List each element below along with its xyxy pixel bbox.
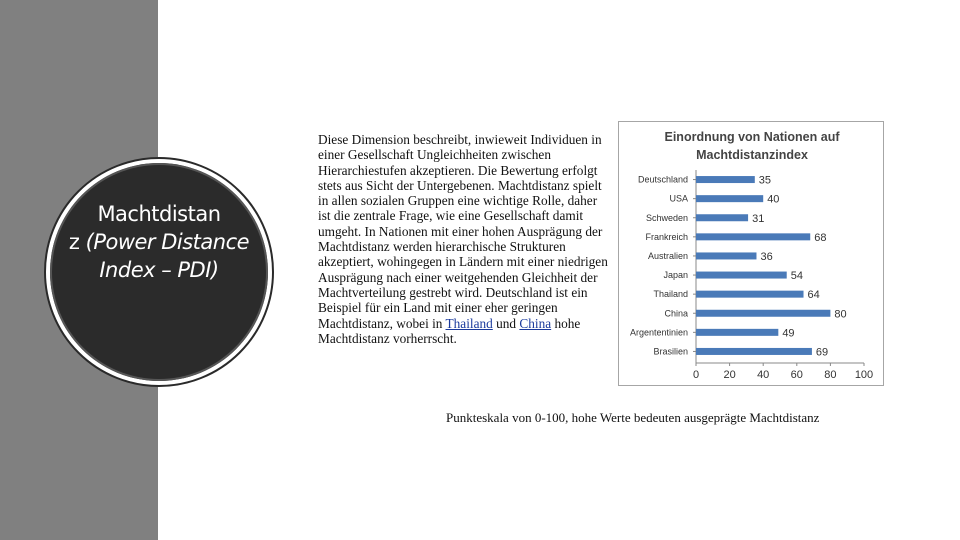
description-text — [318, 132, 608, 346]
category-label-schweden: Schweden — [645, 212, 688, 223]
bar-japan — [696, 272, 787, 279]
category-label-china: China — [664, 308, 688, 319]
data-label-schweden: 31 — [752, 212, 765, 225]
x-tick-label-20: 20 — [723, 369, 736, 381]
bar-frankreich — [696, 233, 810, 240]
description-main: Diese Dimension beschreibt, inwieweit Individuen in einer Gesellschaft Ungleichheiten zwischen Hierarchiestufen akzeptieren. Die Bewertung erfolgt stets aus Sicht der Untergebenen. Machtdistanz spielt in allen sozialen Gruppen eine wichtige Rolle, daher ist die zentrale Frage, wie eine Gesellschaft damit umgeht. In Nationen mit einer hohen Ausprägung der Machtdistanz werden hierarchische Strukturen akzeptiert, wohingegen in Ländern mit einer niedrigen Ausprägung nach einer weitgehenden Gleichheit der Machtverteilung gestrebt wird. Deutschland ist ein Beispiel für ein Land mit einer eher geringen Machtdistanz, wobei in — [318, 132, 608, 331]
chart-caption: Punkteskala von 0-100, hohe Werte bedeuten ausgeprägte Machtdistanz — [446, 410, 820, 425]
chart-title-line1: Einordnung von Nationen auf — [664, 130, 840, 144]
slide-title-part2: z — [68, 230, 86, 254]
chart-plot-area — [630, 170, 873, 381]
bar-brasilien — [696, 348, 812, 355]
slide-title — [60, 200, 258, 284]
data-label-japan: 54 — [790, 270, 803, 283]
bar-deutschland — [696, 176, 755, 183]
x-tick-label-80: 80 — [824, 369, 837, 381]
x-tick-label-100: 100 — [854, 369, 874, 381]
description-end: hohe Machtdistanz vorherrscht. — [318, 315, 581, 346]
category-label-japan: Japan — [663, 270, 688, 281]
description-connector: und — [492, 315, 520, 331]
data-label-australien: 36 — [760, 250, 773, 263]
category-label-thailand: Thailand — [653, 289, 688, 300]
category-label-usa: USA — [669, 193, 688, 204]
bar-australien — [696, 252, 756, 259]
thailand-link[interactable]: Thailand — [445, 315, 493, 331]
data-label-argententinien: 49 — [782, 327, 795, 340]
bar-china — [696, 310, 830, 317]
data-label-deutschland: 35 — [758, 174, 772, 187]
bar-thailand — [696, 291, 804, 298]
category-label-brasilien: Brasilien — [653, 346, 688, 357]
category-label-frankreich: Frankreich — [645, 231, 688, 242]
bar-argententinien — [696, 329, 778, 336]
slide-title-italic: (Power Distance Index – PDI) — [85, 230, 250, 282]
x-tick-label-0: 0 — [692, 369, 700, 381]
x-tick-label-60: 60 — [790, 369, 803, 381]
data-label-frankreich: 68 — [814, 231, 827, 244]
china-link[interactable]: China — [519, 315, 552, 331]
slide-title-part1: Machtdistan — [97, 202, 221, 226]
pdi-chart — [618, 121, 884, 386]
category-label-australien: Australien — [647, 250, 688, 261]
x-tick-label-40: 40 — [757, 369, 770, 381]
data-label-china: 80 — [834, 308, 847, 321]
pdi-chart-svg — [619, 122, 885, 387]
data-label-brasilien: 69 — [815, 346, 829, 359]
data-label-thailand: 64 — [807, 289, 820, 302]
chart-title-line2: Machtdistanzindex — [696, 148, 808, 162]
bar-usa — [696, 195, 763, 202]
category-label-deutschland: Deutschland — [637, 174, 688, 185]
data-label-usa: 40 — [767, 193, 780, 206]
bar-schweden — [696, 214, 748, 221]
category-label-argententinien: Argententinien — [629, 327, 688, 338]
